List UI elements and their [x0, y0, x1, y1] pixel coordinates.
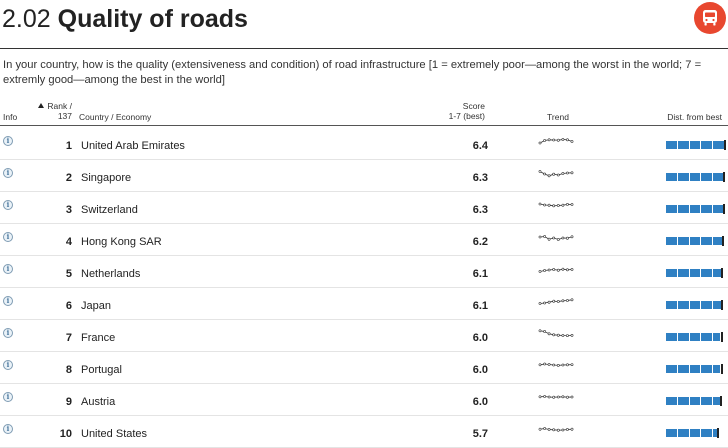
trend-point [562, 429, 564, 431]
distance-segment [678, 269, 689, 277]
distance-segment [666, 333, 677, 341]
trend-point [548, 333, 550, 335]
rank-value: 2 [65, 172, 72, 184]
trend-point [562, 237, 564, 239]
trend-point [548, 204, 550, 206]
distance-segment [690, 301, 701, 309]
column-header-country[interactable]: Country / Economy [79, 112, 152, 122]
trend-point [544, 235, 546, 237]
distance-segment [701, 173, 712, 181]
trend-point [548, 175, 550, 177]
trend-point [571, 428, 573, 430]
trend-point [553, 173, 555, 175]
country-name[interactable]: Japan [81, 300, 111, 312]
distance-segment [713, 141, 724, 149]
trend-sparkline [538, 424, 574, 436]
score-value: 6.1 [472, 300, 488, 312]
trend-sparkline [538, 168, 574, 180]
country-name[interactable]: Austria [81, 396, 116, 408]
trend-point [571, 396, 573, 398]
trend-point [548, 301, 550, 303]
trend-point [562, 204, 564, 206]
trend-point [557, 396, 559, 398]
distance-segment [701, 269, 712, 277]
distance-marker [724, 140, 726, 150]
trend-point [553, 364, 555, 366]
distance-marker [720, 396, 722, 406]
trend-sparkline [538, 136, 574, 148]
trend-point [553, 334, 555, 336]
trend-point [571, 334, 573, 336]
category-bus-button[interactable] [694, 2, 726, 34]
distance-segment [690, 141, 701, 149]
table-row[interactable] [0, 256, 728, 288]
distance-bar [666, 429, 726, 437]
trend-point [571, 236, 573, 238]
rank-value: 5 [65, 268, 72, 280]
trend-point [566, 269, 568, 271]
info-icon[interactable]: i [3, 360, 13, 370]
column-header-trend: Trend [547, 112, 569, 122]
trend-point [562, 334, 564, 336]
distance-segment [678, 333, 689, 341]
trend-sparkline [538, 200, 574, 212]
trend-point [548, 396, 550, 398]
distance-segment [701, 429, 712, 437]
score-value: 6.0 [472, 332, 488, 344]
distance-bar [666, 141, 726, 149]
info-icon[interactable]: i [3, 328, 13, 338]
distance-segment [666, 269, 677, 277]
info-icon[interactable]: i [3, 200, 13, 210]
distance-segment [701, 141, 712, 149]
trend-sparkline [538, 360, 574, 372]
score-value: 6.4 [472, 140, 488, 152]
info-icon[interactable]: i [3, 424, 13, 434]
indicator-title: Quality of roads [57, 5, 248, 33]
country-name[interactable]: Netherlands [81, 268, 141, 280]
trend-point [566, 364, 568, 366]
header-divider [0, 125, 728, 126]
table-row[interactable] [0, 128, 728, 160]
trend-point [566, 237, 568, 239]
trend-point [571, 140, 573, 142]
rank-value: 1 [65, 140, 72, 152]
trend-point [544, 302, 546, 304]
distance-segment [701, 205, 712, 213]
trend-point [566, 396, 568, 398]
distance-bar [666, 333, 726, 341]
distance-segment [666, 205, 677, 213]
table-row[interactable] [0, 224, 728, 256]
info-icon[interactable]: i [3, 168, 13, 178]
trend-point [544, 139, 546, 141]
bus-icon [700, 8, 720, 28]
rank-value: 9 [65, 396, 72, 408]
rank-value: 10 [59, 428, 72, 440]
distance-segment [713, 301, 721, 309]
trend-point [553, 429, 555, 431]
distance-segment [713, 269, 721, 277]
trend-point [544, 363, 546, 365]
distance-segment [678, 173, 689, 181]
distance-segment [690, 269, 701, 277]
trend-point [539, 330, 541, 332]
rank-value: 3 [65, 204, 72, 216]
title-divider [0, 48, 728, 49]
table-row[interactable] [0, 384, 728, 416]
trend-point [557, 300, 559, 302]
trend-point [553, 268, 555, 270]
trend-point [571, 172, 573, 174]
distance-segment [666, 237, 677, 245]
info-icon[interactable]: i [3, 264, 13, 274]
trend-point [562, 172, 564, 174]
trend-point [566, 428, 568, 430]
trend-point [571, 268, 573, 270]
distance-segment [666, 397, 677, 405]
trend-point [566, 139, 568, 141]
country-name[interactable]: Switzerland [81, 204, 138, 216]
trend-point [557, 139, 559, 141]
rank-value: 4 [65, 236, 72, 248]
trend-point [539, 203, 541, 205]
trend-sparkline [538, 264, 574, 276]
trend-point [566, 299, 568, 301]
column-header-rank[interactable] [30, 101, 72, 121]
score-value: 6.3 [472, 204, 488, 216]
trend-point [557, 238, 559, 240]
score-value: 6.3 [472, 172, 488, 184]
distance-bar [666, 237, 726, 245]
trend-point [557, 204, 559, 206]
distance-marker [721, 364, 723, 374]
distance-bar [666, 173, 726, 181]
column-header-score[interactable] [430, 101, 485, 121]
trend-point [544, 269, 546, 271]
trend-point [544, 330, 546, 332]
trend-point [557, 174, 559, 176]
trend-point [548, 238, 550, 240]
rank-value: 8 [65, 364, 72, 376]
distance-bar [666, 269, 726, 277]
trend-point [562, 396, 564, 398]
sort-ascending-icon [38, 103, 44, 108]
trend-point [557, 364, 559, 366]
trend-point [539, 170, 541, 172]
indicator-code: 2.02 [2, 5, 51, 33]
trend-point [566, 203, 568, 205]
trend-point [553, 300, 555, 302]
distance-segment [666, 365, 677, 373]
distance-segment [666, 141, 677, 149]
rank-header-line2: 137 [57, 111, 72, 121]
table-row[interactable] [0, 320, 728, 352]
trend-point [566, 335, 568, 337]
distance-segment [701, 237, 712, 245]
distance-segment [666, 429, 677, 437]
score-value: 6.0 [472, 364, 488, 376]
trend-point [539, 236, 541, 238]
trend-point [548, 363, 550, 365]
column-header-distance[interactable]: Dist. from best [667, 112, 722, 122]
info-icon[interactable]: i [3, 392, 13, 402]
distance-marker [722, 236, 724, 246]
distance-segment [678, 205, 689, 213]
country-name[interactable]: United Arab Emirates [81, 140, 185, 152]
distance-marker [723, 204, 725, 214]
trend-point [553, 205, 555, 207]
trend-sparkline [538, 328, 574, 340]
distance-bar [666, 301, 726, 309]
score-value: 6.2 [472, 236, 488, 248]
distance-segment [666, 301, 677, 309]
distance-segment [678, 429, 689, 437]
distance-segment [701, 397, 712, 405]
distance-marker [721, 268, 723, 278]
distance-segment [678, 397, 689, 405]
distance-segment [690, 205, 701, 213]
trend-point [566, 172, 568, 174]
distance-segment [690, 237, 701, 245]
trend-point [539, 270, 541, 272]
info-icon[interactable]: i [3, 136, 13, 146]
distance-marker [717, 428, 719, 438]
trend-sparkline [538, 296, 574, 308]
trend-point [539, 364, 541, 366]
trend-point [544, 204, 546, 206]
distance-bar [666, 205, 726, 213]
distance-segment [690, 429, 701, 437]
distance-segment [690, 333, 701, 341]
table-row[interactable] [0, 160, 728, 192]
score-header-line1: Score [462, 101, 485, 111]
trend-point [548, 428, 550, 430]
trend-point [544, 173, 546, 175]
trend-sparkline [538, 232, 574, 244]
distance-segment [678, 365, 689, 373]
trend-sparkline [538, 392, 574, 404]
distance-marker [721, 332, 723, 342]
table-row[interactable] [0, 288, 728, 320]
trend-point [539, 428, 541, 430]
trend-point [548, 139, 550, 141]
trend-point [571, 299, 573, 301]
distance-marker [721, 300, 723, 310]
distance-segment [713, 333, 720, 341]
country-name[interactable]: Singapore [81, 172, 132, 184]
distance-segment [690, 397, 701, 405]
score-header-line2: 1-7 (best) [448, 111, 485, 121]
distance-segment [713, 173, 723, 181]
trend-point [539, 302, 541, 304]
page-header [0, 0, 728, 44]
table-row[interactable] [0, 416, 728, 448]
table-row[interactable] [0, 192, 728, 224]
trend-point [553, 237, 555, 239]
distance-segment [690, 365, 701, 373]
country-name[interactable]: Hong Kong SAR [81, 236, 162, 248]
distance-marker [723, 172, 725, 182]
distance-segment [678, 301, 689, 309]
info-icon[interactable]: i [3, 232, 13, 242]
score-value: 6.0 [472, 396, 488, 408]
country-name[interactable]: France [81, 332, 116, 344]
rank-value: 7 [65, 332, 72, 344]
distance-segment [690, 173, 701, 181]
trend-point [539, 396, 541, 398]
trend-point [557, 269, 559, 271]
score-value: 6.1 [472, 268, 488, 280]
page-title [2, 4, 248, 34]
score-value: 5.7 [472, 428, 488, 440]
rank-header-line1: Rank / [47, 101, 72, 111]
distance-segment [713, 365, 720, 373]
distance-segment [678, 141, 689, 149]
table-row[interactable] [0, 352, 728, 384]
trend-point [539, 142, 541, 144]
info-icon[interactable]: i [3, 296, 13, 306]
distance-segment [713, 205, 723, 213]
trend-point [562, 138, 564, 140]
distance-segment [713, 237, 722, 245]
distance-segment [666, 173, 677, 181]
trend-point [562, 364, 564, 366]
column-header-info: Info [3, 112, 18, 122]
distance-bar [666, 365, 726, 373]
trend-point [548, 269, 550, 271]
trend-point [557, 334, 559, 336]
trend-point [571, 364, 573, 366]
distance-segment [701, 301, 712, 309]
country-name[interactable]: Portugal [81, 364, 122, 376]
trend-point [544, 395, 546, 397]
trend-point [562, 268, 564, 270]
distance-bar [666, 397, 726, 405]
trend-point [553, 396, 555, 398]
trend-point [544, 427, 546, 429]
country-name[interactable]: United States [81, 428, 148, 440]
distance-segment [701, 333, 712, 341]
trend-point [562, 300, 564, 302]
distance-segment [713, 397, 720, 405]
trend-point [571, 203, 573, 205]
trend-point [557, 429, 559, 431]
distance-segment [678, 237, 689, 245]
distance-segment [701, 365, 712, 373]
rank-value: 6 [65, 300, 72, 312]
trend-point [553, 139, 555, 141]
survey-question: In your country, how is the quality (extensiveness and condition) of road infrastructure [1 = extremely poor—among the worst in the world; 7 = extremly good—among the best in the world] [3, 59, 702, 86]
